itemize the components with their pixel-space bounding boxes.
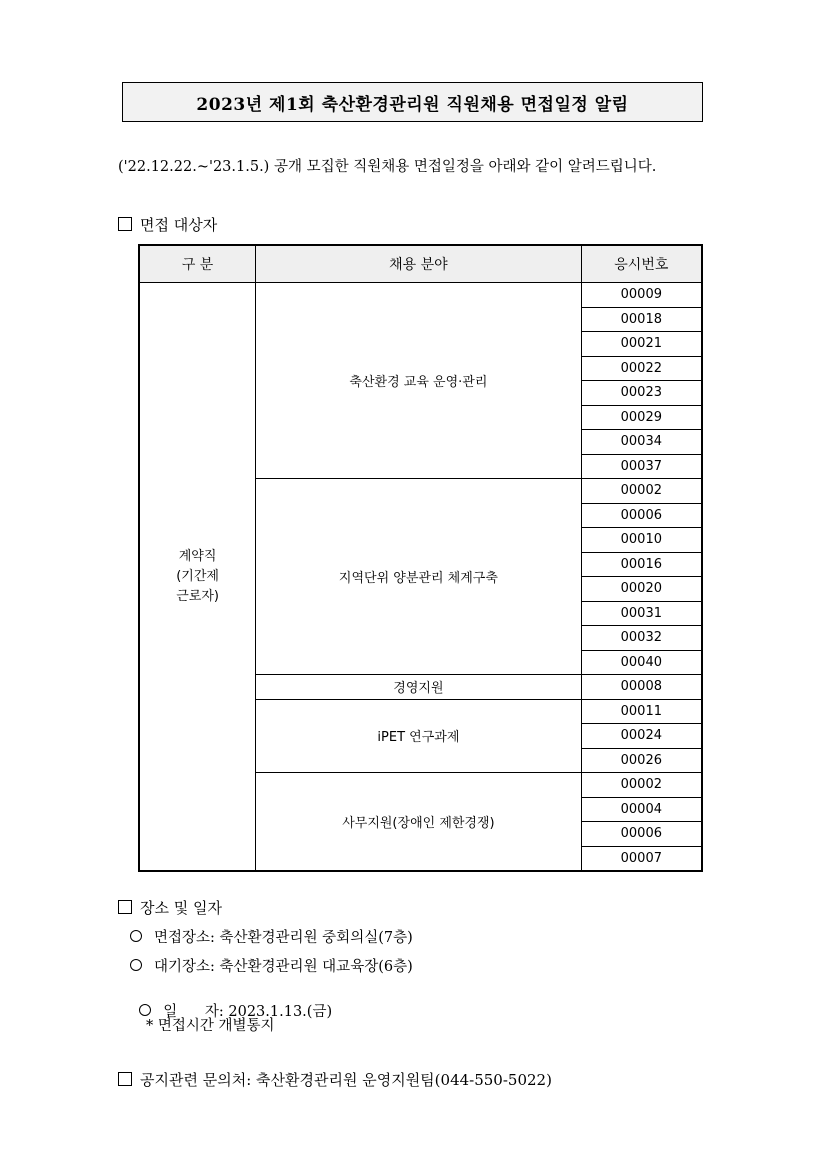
header-category: 구 분 (139, 245, 256, 283)
place-item: 면접장소: 축산환경관리원 중회의실(7층) (130, 926, 413, 947)
circle-bullet-icon (130, 959, 142, 971)
applicant-number-cell: 00010 (581, 528, 702, 553)
circle-bullet-icon (130, 930, 142, 942)
applicant-number-cell: 00029 (581, 405, 702, 430)
section-heading: 면접 대상자 (140, 216, 218, 234)
applicant-number-cell: 00020 (581, 577, 702, 602)
category-cell (139, 283, 256, 872)
applicant-number-cell: 00002 (581, 773, 702, 798)
field-cell: 경영지원 (256, 675, 581, 700)
header-number: 응시번호 (581, 245, 702, 283)
applicant-number-cell: 00026 (581, 748, 702, 773)
section-heading: 장소 및 일자 (140, 899, 222, 917)
square-bullet-icon (118, 1072, 132, 1086)
applicant-number-cell: 00002 (581, 479, 702, 504)
category-line: 계약직 (178, 548, 217, 564)
page-title: 2023년 제1회 축산환경관리원 직원채용 면접일정 알림 (122, 82, 703, 122)
intro-text: ('22.12.22.~'23.1.5.) 공개 모집한 직원채용 면접일정을 아래와 같이 알려드립니다. (118, 159, 657, 175)
interview-time-note: * 면접시간 개별통지 (146, 1018, 275, 1034)
applicant-number-cell: 00037 (581, 454, 702, 479)
field-cell: iPET 연구과제 (256, 699, 581, 773)
applicant-number-cell: 00006 (581, 503, 702, 528)
applicant-number-cell: 00022 (581, 356, 702, 381)
applicant-number-cell: 00018 (581, 307, 702, 332)
section-interviewees (118, 214, 217, 235)
applicant-number-cell: 00040 (581, 650, 702, 675)
interviewee-table (138, 244, 703, 872)
field-cell: 사무지원(장애인 제한경쟁) (256, 773, 581, 872)
category-line: (기간제 (176, 568, 219, 584)
applicant-number-cell: 00008 (581, 675, 702, 700)
section-contact (118, 1069, 552, 1090)
applicant-number-cell: 00023 (581, 381, 702, 406)
applicant-number-cell: 00006 (581, 822, 702, 847)
applicant-number-cell: 00034 (581, 430, 702, 455)
applicant-number-cell: 00011 (581, 699, 702, 724)
header-field: 채용 분야 (256, 245, 581, 283)
applicant-number-cell: 00032 (581, 626, 702, 651)
section-place-date (118, 897, 222, 918)
applicant-number-cell: 00021 (581, 332, 702, 357)
place-item: 대기장소: 축산환경관리원 대교육장(6층) (130, 955, 413, 976)
field-cell: 지역단위 양분관리 체계구축 (256, 479, 581, 675)
square-bullet-icon (118, 217, 132, 231)
applicant-number-cell: 00004 (581, 797, 702, 822)
table-row (139, 283, 702, 308)
table-header-row (139, 245, 702, 283)
contact-text: 공지관련 문의처: 축산환경관리원 운영지원팀(044-550-5022) (140, 1071, 552, 1089)
square-bullet-icon (118, 900, 132, 914)
applicant-number-cell: 00031 (581, 601, 702, 626)
category-line: 근로자) (176, 588, 219, 604)
applicant-number-cell: 00009 (581, 283, 702, 308)
applicant-number-cell: 00016 (581, 552, 702, 577)
date-item: 일 자: 2023.1.13.(금) (130, 984, 332, 1021)
applicant-number-cell: 00007 (581, 846, 702, 871)
field-cell: 축산환경 교육 운영·관리 (256, 283, 581, 479)
applicant-number-cell: 00024 (581, 724, 702, 749)
